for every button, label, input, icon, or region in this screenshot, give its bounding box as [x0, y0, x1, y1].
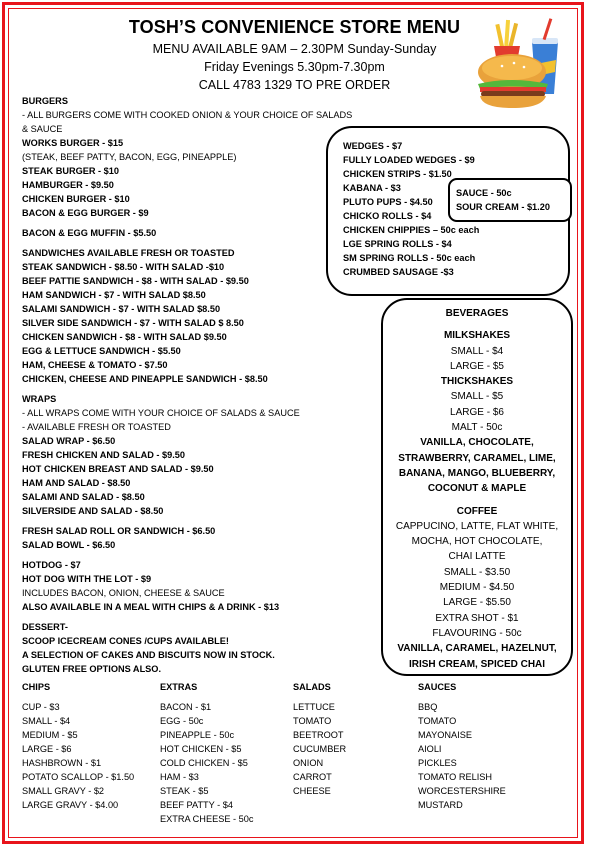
dessert-line: SCOOP ICECREAM CONES /CUPS AVAILABLE! — [22, 636, 229, 646]
salads-heading: SALADS — [293, 682, 331, 692]
left-menu-column — [22, 94, 352, 676]
beverages-heading: BEVERAGES — [445, 308, 509, 319]
menu-item: ALSO AVAILABLE IN A MEAL WITH CHIPS & A DRINK - $13 — [22, 602, 280, 612]
wraps-note: - ALL WRAPS COME WITH YOUR CHOICE OF SALADS & SAUCE — [22, 408, 300, 418]
friday-hours: Friday Evenings 5.30pm-7.30pm — [204, 60, 385, 74]
menu-item: FRESH CHICKEN AND SALAD - $9.50 — [22, 450, 186, 460]
beverages-list — [381, 306, 573, 672]
coffee-type-line: MOCHA, HOT CHOCOLATE, — [411, 536, 543, 548]
menu-item: LGE SPRING ROLLS - $4 — [343, 239, 452, 249]
flavour-line: STRAWBERRY, CARAMEL, LIME, — [398, 452, 556, 464]
menu-item: LARGE - $5.50 — [443, 597, 511, 609]
syrup-line: IRISH CREAM, SPICED CHAI — [408, 658, 546, 670]
burgers-heading: BURGERS — [22, 96, 68, 106]
menu-item: SALAMI AND SALAD - $8.50 — [22, 492, 145, 502]
sauces-column — [418, 680, 506, 812]
hotdog-heading: HOTDOG - $7 — [22, 560, 81, 570]
menu-item: HOT CHICKEN - $5 — [160, 744, 242, 754]
dessert-heading: DESSERT- — [22, 622, 68, 632]
dessert-line: GLUTEN FREE OPTIONS ALSO. — [22, 664, 162, 674]
salads-column — [293, 680, 346, 798]
menu-item: WORCESTERSHIRE — [418, 786, 506, 796]
menu-item: CHICKEN SANDWICH - $8 - WITH SALAD $9.50 — [22, 332, 227, 342]
menu-item: BACON & EGG MUFFIN - $5.50 — [22, 228, 157, 238]
menu-item: CHICKO ROLLS - $4 — [343, 211, 432, 221]
flavour-line: COCONUT & MAPLE — [427, 483, 527, 495]
sauce-list — [456, 186, 550, 214]
menu-item: WORKS BURGER - $15 — [22, 138, 124, 148]
menu-item: BEEF PATTY - $4 — [160, 800, 234, 810]
menu-item: FLAVOURING - 50c — [432, 627, 522, 639]
menu-item: CHICKEN STRIPS - $1.50 — [343, 169, 452, 179]
menu-hours: MENU AVAILABLE 9AM – 2.30PM Sunday-Sunday — [152, 42, 437, 56]
menu-item: LARGE GRAVY - $4.00 — [22, 800, 119, 810]
menu-item: CHICKEN, CHEESE AND PINEAPPLE SANDWICH - $8.50 — [22, 374, 268, 384]
sauces-heading: SAUCES — [418, 682, 457, 692]
menu-item: MAYONAISE — [418, 730, 472, 740]
menu-item: FRESH SALAD ROLL OR SANDWICH - $6.50 — [22, 526, 216, 536]
menu-item: SAUCE - 50c — [456, 188, 512, 198]
menu-item: TOMATO — [418, 716, 457, 726]
menu-item: CUCUMBER — [293, 744, 347, 754]
menu-item: LETTUCE — [293, 702, 335, 712]
menu-item: SALAD BOWL - $6.50 — [22, 540, 116, 550]
menu-item: MALT - 50c — [451, 422, 503, 434]
thickshakes-heading: THICKSHAKES — [440, 376, 514, 388]
menu-item: CHICKEN BURGER - $10 — [22, 194, 130, 204]
menu-item: SILVER SIDE SANDWICH - $7 - WITH SALAD $ 8.50 — [22, 318, 244, 328]
menu-item: MEDIUM - $5 — [22, 730, 78, 740]
menu-item: CARROT — [293, 772, 332, 782]
menu-item: SOUR CREAM - $1.20 — [456, 202, 550, 212]
menu-item: BBQ — [418, 702, 438, 712]
wraps-heading: WRAPS — [22, 394, 57, 404]
burgers-note: - ALL BURGERS COME WITH COOKED ONION & YOUR CHOICE OF SALADS — [22, 110, 353, 120]
menu-item: CHEESE — [293, 786, 331, 796]
menu-item: LARGE - $6 — [450, 406, 504, 418]
menu-item: TOMATO — [293, 716, 332, 726]
coffee-type-line: CHAI LATTE — [448, 551, 506, 563]
menu-item: HAM AND SALAD - $8.50 — [22, 478, 131, 488]
menu-item: HOT CHICKEN BREAST AND SALAD - $9.50 — [22, 464, 214, 474]
menu-item: EGG & LETTUCE SANDWICH - $5.50 — [22, 346, 181, 356]
works-burger-desc: (STEAK, BEEF PATTY, BACON, EGG, PINEAPPLE) — [22, 152, 237, 162]
menu-item: SMALL - $3.50 — [443, 566, 511, 578]
menu-title: TOSH’S CONVENIENCE STORE MENU — [128, 17, 461, 37]
menu-item: SMALL - $5 — [450, 391, 504, 403]
menu-item: SM SPRING ROLLS - 50c each — [343, 253, 476, 263]
coffee-heading: COFFEE — [456, 505, 498, 517]
milkshakes-heading: MILKSHAKES — [443, 330, 511, 342]
hotdog-includes: INCLUDES BACON, ONION, CHEESE & SAUCE — [22, 588, 225, 598]
menu-item: AIOLI — [418, 744, 442, 754]
burgers-note-cont: & SAUCE — [22, 124, 63, 134]
menu-item: HAMBURGER - $9.50 — [22, 180, 114, 190]
menu-item: POTATO SCALLOP - $1.50 — [22, 772, 135, 782]
menu-item: BACON & EGG BURGER - $9 — [22, 208, 149, 218]
menu-item: ONION — [293, 758, 324, 768]
menu-item: KABANA - $3 — [343, 183, 401, 193]
menu-item: HOT DOG WITH THE LOT - $9 — [22, 574, 152, 584]
menu-item: EXTRA CHEESE - 50c — [160, 814, 254, 824]
menu-item: MEDIUM - $4.50 — [439, 582, 515, 594]
menu-item: COLD CHICKEN - $5 — [160, 758, 248, 768]
menu-item: LARGE - $5 — [450, 360, 504, 372]
dessert-line: A SELECTION OF CAKES AND BISCUITS NOW IN STOCK. — [22, 650, 275, 660]
menu-item: EXTRA SHOT - $1 — [435, 612, 519, 624]
preorder-phone: CALL 4783 1329 TO PRE ORDER — [198, 78, 391, 92]
menu-item: LARGE - $6 — [22, 744, 72, 754]
menu-item: FULLY LOADED WEDGES - $9 — [343, 155, 475, 165]
extras-column — [160, 680, 253, 826]
extras-heading: EXTRAS — [160, 682, 198, 692]
menu-item: SMALL - $4 — [450, 345, 504, 357]
menu-item: STEAK BURGER - $10 — [22, 166, 119, 176]
menu-item: BEEF PATTIE SANDWICH - $8 - WITH SALAD - $9.50 — [22, 276, 249, 286]
menu-item: PLUTO PUPS - $4.50 — [343, 197, 433, 207]
menu-item: BACON - $1 — [160, 702, 212, 712]
menu-item: EGG - 50c — [160, 716, 204, 726]
menu-item: HAM SANDWICH - $7 - WITH SALAD $8.50 — [22, 290, 206, 300]
menu-item: PINEAPPLE - 50c — [160, 730, 235, 740]
menu-item: STEAK SANDWICH - $8.50 - WITH SALAD -$10 — [22, 262, 225, 272]
sandwiches-heading: SANDWICHES AVAILABLE FRESH OR TOASTED — [22, 248, 235, 258]
menu-item: SALAMI SANDWICH - $7 - WITH SALAD $8.50 — [22, 304, 221, 314]
menu-item: TOMATO RELISH — [418, 772, 493, 782]
menu-item: WEDGES - $7 — [343, 141, 403, 151]
burger-fries-drink-illustration — [472, 14, 572, 114]
menu-item: SMALL - $4 — [22, 716, 71, 726]
menu-item: HAM, CHEESE & TOMATO - $7.50 — [22, 360, 168, 370]
flavour-line: VANILLA, CHOCOLATE, — [420, 437, 534, 449]
menu-item: CHICKEN CHIPPIES – 50c each — [343, 225, 480, 235]
menu-item: SMALL GRAVY - $2 — [22, 786, 105, 796]
wraps-note: - AVAILABLE FRESH OR TOASTED — [22, 422, 171, 432]
flavour-line: BANANA, MANGO, BLUEBERRY, — [398, 467, 556, 479]
menu-item: SILVERSIDE AND SALAD - $8.50 — [22, 506, 164, 516]
menu-item: STEAK - $5 — [160, 786, 209, 796]
menu-item: MUSTARD — [418, 800, 463, 810]
coffee-type-line: CAPPUCINO, LATTE, FLAT WHITE, — [395, 520, 559, 532]
menu-item: HASHBROWN - $1 — [22, 758, 102, 768]
menu-item: PICKLES — [418, 758, 457, 768]
menu-item: HAM - $3 — [160, 772, 199, 782]
menu-item: BEETROOT — [293, 730, 344, 740]
menu-item: CUP - $3 — [22, 702, 60, 712]
chips-heading: CHIPS — [22, 682, 51, 692]
chips-column — [22, 680, 134, 812]
menu-item: SALAD WRAP - $6.50 — [22, 436, 116, 446]
menu-item: CRUMBED SAUSAGE -$3 — [343, 267, 454, 277]
syrup-line: VANILLA, CARAMEL, HAZELNUT, — [397, 643, 557, 655]
